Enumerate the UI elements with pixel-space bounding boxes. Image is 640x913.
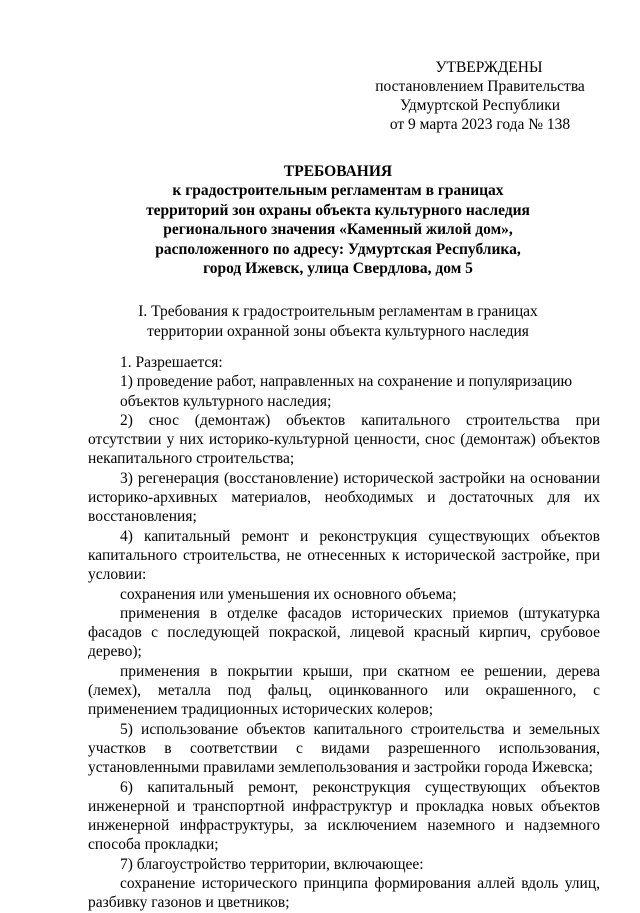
paragraph: сохранения или уменьшения их основного объема; bbox=[120, 585, 457, 603]
document-title-line: к градостроительным регламентам в границах bbox=[172, 182, 504, 200]
document-body bbox=[88, 353, 600, 913]
paragraph: 7) благоустройство территории, включающее: bbox=[120, 855, 424, 873]
paragraph: 1) проведение работ, направленных на сохранение и популяризацию bbox=[120, 373, 573, 391]
paragraph: 6) капитальный ремонт, реконструкция существующих объектов инженерной и транспортной инфраструктур и прокладка новых объектов инженерной инфраструктуры, за исключением наземного и надземного способа прокладки; bbox=[88, 778, 600, 854]
paragraph: применения в покрытии крыши, при скатном ее решении, дерева (лемех), металла под фальц, оцинкованного или окрашенного, с применением традиционных исторических колеров; bbox=[88, 662, 600, 719]
paragraph: 3) регенерация (восстановление) исторической застройки на основании историко-архивных материалов, необходимых и достаточных для их восстановления; bbox=[88, 469, 600, 526]
approval-title: УТВЕРЖДЕНЫ bbox=[435, 59, 543, 76]
paragraph: 5) использование объектов капитального строительства и земельных участков в соответствии с видами разрешенного использования, установленными правилами землепользования и застройки города Ижевска; bbox=[88, 720, 600, 777]
approval-line: от 9 марта 2023 года № 138 bbox=[389, 116, 571, 133]
document-title bbox=[88, 162, 588, 278]
paragraph: 1. Разрешается: bbox=[120, 354, 223, 371]
section-heading-line: I. Требования к градостроительным регламентам в границах bbox=[138, 303, 538, 320]
document-title-line: территорий зон охраны объекта культурного наследия bbox=[146, 201, 530, 219]
document-title-main: ТРЕБОВАНИЯ bbox=[283, 163, 393, 180]
document-title-line: расположенного по адресу: Удмуртская Республика, bbox=[155, 240, 521, 258]
approval-line: постановлением Правительства bbox=[375, 78, 585, 95]
section-heading bbox=[88, 302, 588, 342]
section-heading-line: территории охранной зоны объекта культурного наследия bbox=[147, 323, 529, 340]
paragraph: сохранение исторического принципа формирования аллей вдоль улиц, разбивку газонов и цветников; bbox=[88, 875, 600, 912]
paragraph: 2) снос (демонтаж) объектов капитального строительства при отсутствии у них историко-культурной ценности, снос (демонтаж) объектов некапитального строительства; bbox=[88, 411, 600, 468]
document-title-line: регионального значения «Каменный жилой дом», bbox=[163, 221, 513, 239]
approval-line: Удмуртской Республики bbox=[399, 97, 561, 114]
paragraph-continuation: объектов культурного наследия; bbox=[120, 392, 332, 410]
paragraph: 4) капитальный ремонт и реконструкция существующих объектов капитального строительства, не отнесенных к исторической застройке, при условии: bbox=[88, 527, 600, 584]
approval-stamp bbox=[360, 58, 600, 134]
document-title-line: город Ижевск, улица Свердлова, дом 5 bbox=[203, 260, 473, 278]
paragraph: применения в отделке фасадов исторических приемов (штукатурка фасадов с последующей покраской, лицевой красный кирпич, срубовое дерево); bbox=[88, 604, 600, 661]
